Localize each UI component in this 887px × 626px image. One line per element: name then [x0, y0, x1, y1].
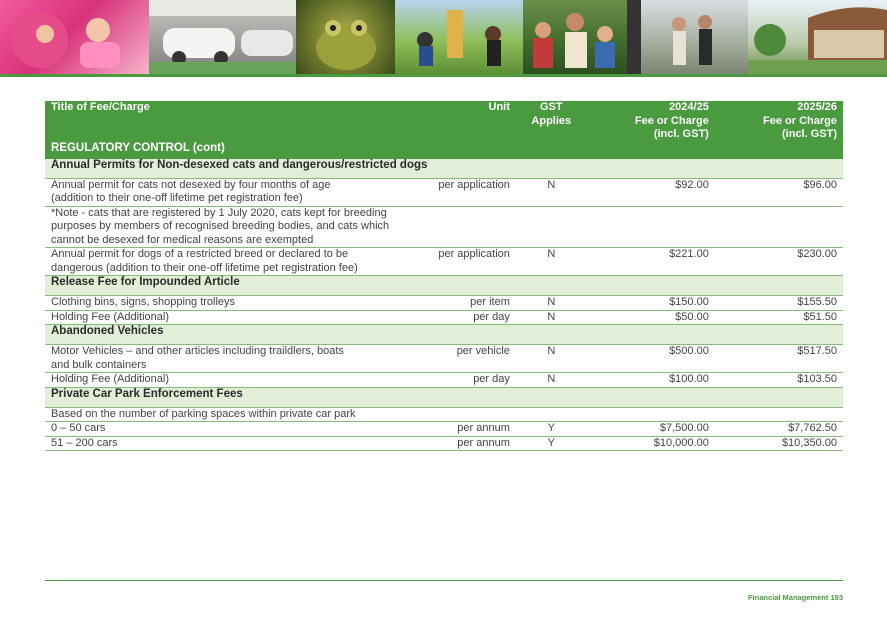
group-title: Annual Permits for Non-desexed cats and dangerous/restricted dogs — [45, 159, 843, 179]
fee-2025-26: $96.00 — [715, 178, 843, 206]
fee-gst — [516, 407, 587, 422]
group-title: Private Car Park Enforcement Fees — [45, 387, 843, 407]
table-row — [45, 373, 843, 388]
fee-title — [45, 422, 409, 437]
fee-title-line: cannot be desexed for medical reasons are exempted — [51, 233, 314, 246]
fee-gst: N — [516, 178, 587, 206]
fee-2025-26: $51.50 — [715, 310, 843, 325]
fee-2024-25: $500.00 — [587, 345, 715, 373]
fee-title — [45, 178, 409, 206]
fee-gst: N — [516, 310, 587, 325]
fee-gst: N — [516, 296, 587, 311]
fee-2025-26: $7,762.50 — [715, 422, 843, 437]
fee-2025-26: $103.50 — [715, 373, 843, 388]
banner-divider — [0, 74, 887, 77]
community-event-photo — [523, 0, 627, 74]
fee-2024-25: $150.00 — [587, 296, 715, 311]
fee-gst: N — [516, 248, 587, 276]
frog-photo — [296, 0, 395, 74]
fee-gst: Y — [516, 436, 587, 451]
fee-title — [45, 436, 409, 451]
fee-title-line: 51 – 200 cars — [51, 436, 118, 449]
fee-title-line: Clothing bins, signs, shopping trolleys — [51, 296, 236, 308]
table-row — [45, 310, 843, 325]
fee-title-line: Holding Fee (Additional) — [51, 373, 170, 385]
fee-unit: per day — [409, 373, 516, 388]
section-row — [45, 142, 843, 159]
fee-unit — [409, 407, 516, 422]
table-row — [45, 422, 843, 437]
table-row — [45, 178, 843, 206]
header-unit: Unit — [409, 101, 516, 142]
fee-title — [45, 248, 409, 276]
fee-title-line: 0 – 50 cars — [51, 422, 106, 434]
table-row — [45, 407, 843, 422]
photo-banner — [0, 0, 887, 74]
fee-gst: N — [516, 345, 587, 373]
fee-2025-26: $155.50 — [715, 296, 843, 311]
fee-title-line: Motor Vehicles – and other articles including traildlers, boats — [51, 345, 344, 357]
section-title: REGULATORY CONTROL (cont) — [45, 142, 843, 159]
fee-title — [45, 206, 409, 248]
fee-gst — [516, 206, 587, 248]
fee-title-line: (addition to their one-off lifetime pet registration fee) — [51, 192, 303, 204]
fee-title-line: *Note - cats that are registered by 1 July 2020, cats kept for breeding — [51, 206, 387, 219]
fee-title — [45, 296, 409, 311]
header-2024-25: 2024/25 Fee or Charge (incl. GST) — [587, 101, 715, 142]
fee-2024-25: $221.00 — [587, 248, 715, 276]
fee-2025-26: $517.50 — [715, 345, 843, 373]
fee-2025-26: $10,350.00 — [715, 436, 843, 451]
group-title: Release Fee for Impounded Article — [45, 276, 843, 296]
footer-divider — [45, 580, 843, 581]
fee-title-line: and bulk containers — [51, 358, 147, 371]
fee-2024-25: $92.00 — [587, 178, 715, 206]
cafe-building-photo — [748, 0, 887, 74]
fee-unit — [409, 206, 516, 248]
fee-unit: per annum — [409, 436, 516, 451]
fee-2024-25: $7,500.00 — [587, 422, 715, 437]
fee-title-line: Holding Fee (Additional) — [51, 310, 170, 323]
fee-title — [45, 407, 409, 422]
fee-title — [45, 345, 409, 373]
group-title: Abandoned Vehicles — [45, 325, 843, 345]
group-header-row — [45, 159, 843, 179]
fees-table — [45, 101, 843, 451]
electric-car-charging-photo — [149, 0, 296, 74]
header-gst: GST Applies — [516, 101, 587, 142]
footer-page-label: Financial Management 193 — [747, 593, 843, 602]
street-walk-photo — [627, 0, 748, 74]
fee-2025-26 — [715, 407, 843, 422]
fees-body — [45, 159, 843, 451]
fee-2025-26 — [715, 206, 843, 248]
table-row — [45, 206, 843, 248]
fee-2024-25: $50.00 — [587, 310, 715, 325]
fee-2024-25: $10,000.00 — [587, 436, 715, 451]
fee-title-line: dangerous (addition to their one-off lifetime pet registration fee) — [51, 261, 358, 274]
fee-title-line: Annual permit for dogs of a restricted breed or declared to be — [51, 248, 349, 260]
group-header-row — [45, 325, 843, 345]
table-row — [45, 296, 843, 311]
group-header-row — [45, 276, 843, 296]
table-row — [45, 248, 843, 276]
table-row — [45, 345, 843, 373]
fee-2024-25 — [587, 206, 715, 248]
fee-title — [45, 310, 409, 325]
fee-title-line: Based on the number of parking spaces within private car park — [51, 407, 356, 420]
park-play-photo — [395, 0, 523, 74]
fee-title — [45, 373, 409, 388]
children-play-photo — [0, 0, 149, 74]
fee-unit: per day — [409, 310, 516, 325]
table-row — [45, 436, 843, 451]
table-header-row — [45, 101, 843, 142]
fee-unit: per application — [409, 248, 516, 276]
fee-2024-25: $100.00 — [587, 373, 715, 388]
fee-unit: per application — [409, 178, 516, 206]
fee-unit: per annum — [409, 422, 516, 437]
fee-title-line: Annual permit for cats not desexed by four months of age — [51, 178, 331, 191]
fee-gst: N — [516, 373, 587, 388]
fee-unit: per item — [409, 296, 516, 311]
header-2025-26: 2025/26 Fee or Charge (incl. GST) — [715, 101, 843, 142]
fee-unit: per vehicle — [409, 345, 516, 373]
group-header-row — [45, 387, 843, 407]
fee-title-line: purposes by members of recognised breeding bodies, and cats which — [51, 220, 390, 232]
fee-gst: Y — [516, 422, 587, 437]
fee-2025-26: $230.00 — [715, 248, 843, 276]
header-title: Title of Fee/Charge — [45, 101, 409, 142]
fee-2024-25 — [587, 407, 715, 422]
